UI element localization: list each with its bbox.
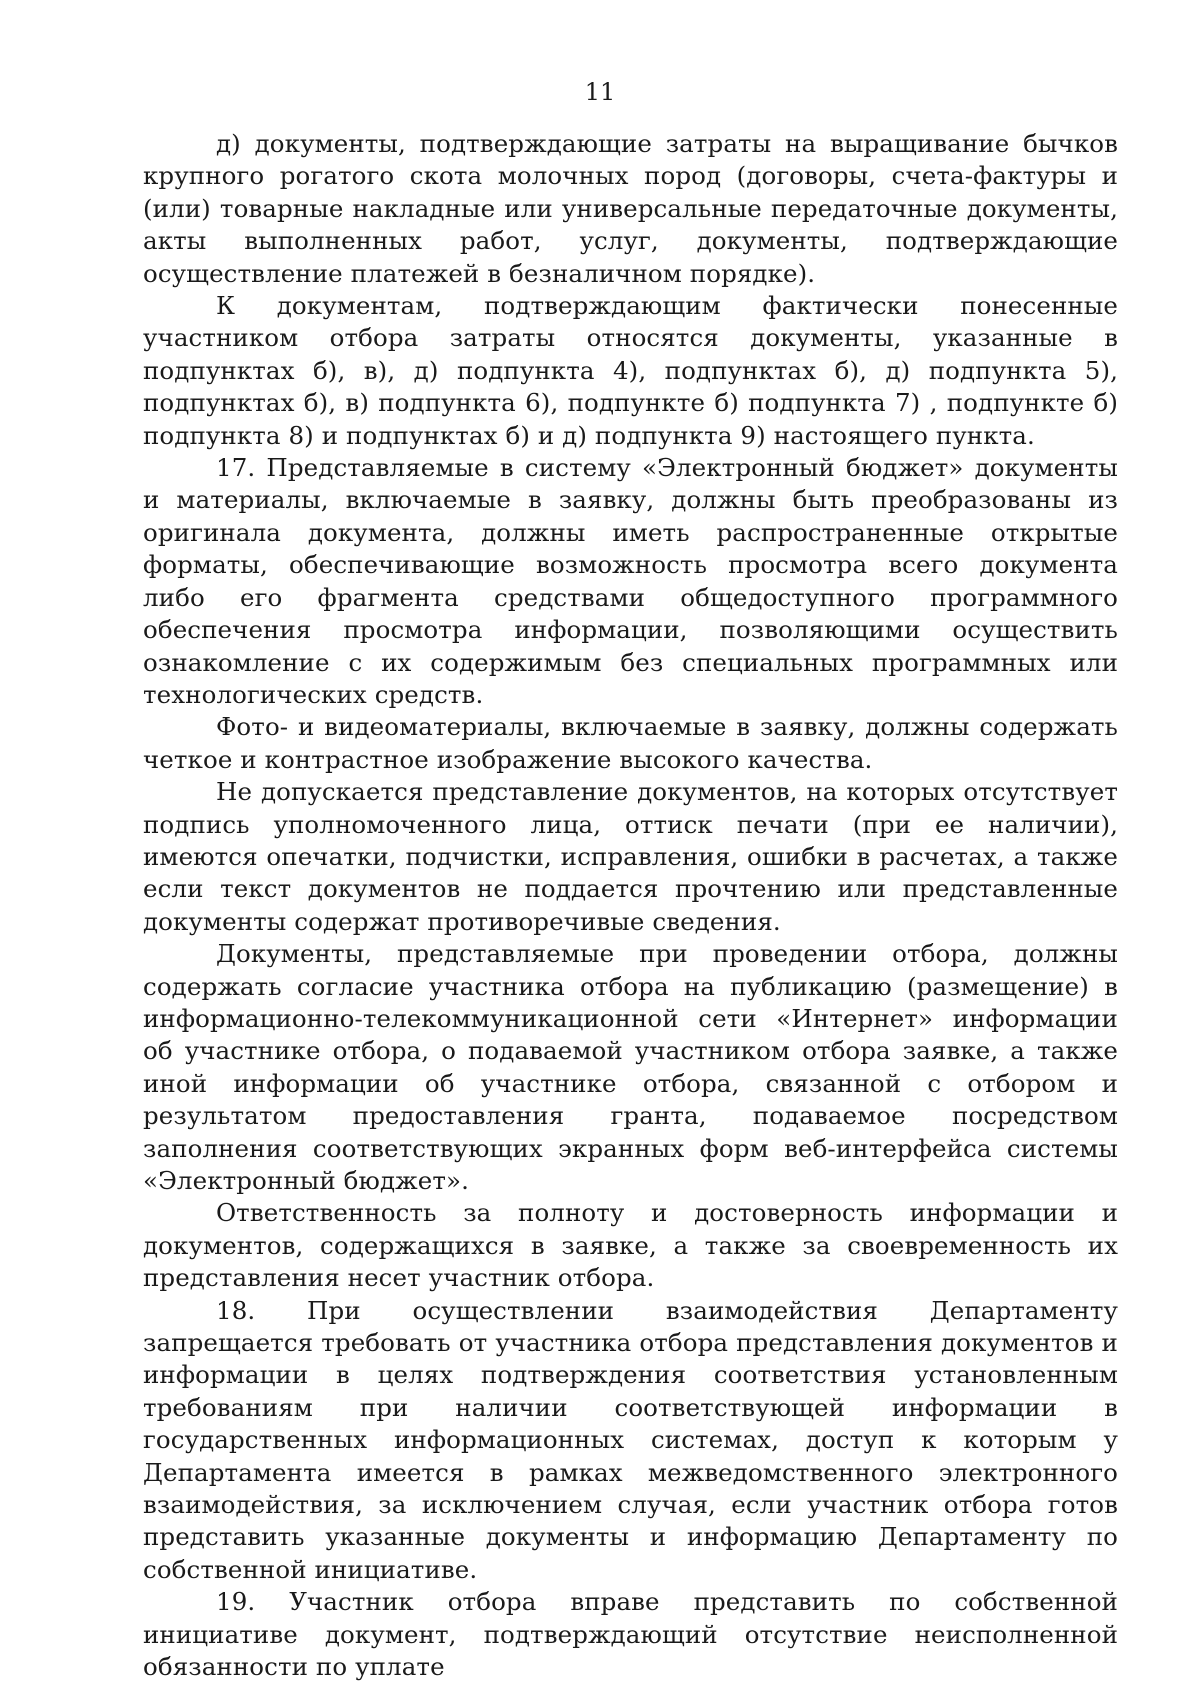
page-number: 11 (584, 78, 616, 106)
paragraph-clause-18: 18. При осуществлении взаимодействия Департаменту запрещается требовать от участника отбора представления документов и информации в целях подтверждения соответствия установленным требованиям при наличии соответствующей информации в государственных информационных системах, доступ к которым у Департамента имеется в рамках межведомственного электронного взаимодействия, за исключением случая, если участник отбора готов представить указанные документы и информацию Департаменту по собственной инициативе. (143, 1295, 1118, 1584)
body-text (143, 128, 1118, 1684)
paragraph-responsibility: Ответственность за полноту и достоверность информации и документов, содержащихся в заявке, а также за своевременность их представления несет участник отбора. (143, 1198, 1118, 1293)
paragraph-not-allowed: Не допускается представление документов, на которых отсутствует подпись уполномоченного лица, оттиск печати (при ее наличии), имеются опечатки, подчистки, исправления, ошибки в расчетах, а также если текст документов не поддается прочтению или представленные документы содержат противоречивые сведения. (143, 777, 1118, 936)
paragraph-clause-19: 19. Участник отбора вправе представить по собственной инициативе документ, подтверждающий отсутствие неисполненной обязанности по уплате (143, 1587, 1118, 1682)
paragraph-consent-publication: Документы, представляемые при проведении отбора, должны содержать согласие участника отбора на публикацию (размещение) в информационно-телекоммуникационной сети «Интернет» информации об участнике отбора, о подаваемой участником отбора заявке, а также иной информации об участнике отбора, связанной с отбором и результатом предоставления гранта, подаваемое посредством заполнения соответствующих экранных форм веб-интерфейса системы «Электронный бюджет». (143, 939, 1118, 1195)
paragraph-item-d-documents: д) документы, подтверждающие затраты на выращивание бычков крупного рогатого скота молочных пород (договоры, счета-фактуры и (или) товарные накладные или универсальные передаточные документы, акты выполненных работ, услуг, документы, подтверждающие осуществление платежей в безналичном порядке). (143, 129, 1118, 288)
paragraph-photo-video: Фото- и видеоматериалы, включаемые в заявку, должны содержать четкое и контрастное изображение высокого качества. (143, 712, 1118, 774)
paragraph-confirming-documents: К документам, подтверждающим фактически понесенные участником отбора затраты относятся документы, указанные в подпунктах б), в), д) подпункта 4), подпунктах б), д) подпункта 5), подпунктах б), в) подпункта 6), подпункте б) подпункта 7) , подпункте б) подпункта 8) и подпунктах б) и д) подпункта 9) настоящего пункта. (143, 291, 1118, 450)
paragraph-clause-17: 17. Представляемые в систему «Электронный бюджет» документы и материалы, включаемые в заявку, должны быть преобразованы из оригинала документа, должны иметь распространенные открытые форматы, обеспечивающие возможность просмотра всего документа либо его фрагмента средствами общедоступного программного обеспечения просмотра информации, позволяющими осуществить ознакомление с их содержимым без специальных программных или технологических средств. (143, 453, 1118, 709)
